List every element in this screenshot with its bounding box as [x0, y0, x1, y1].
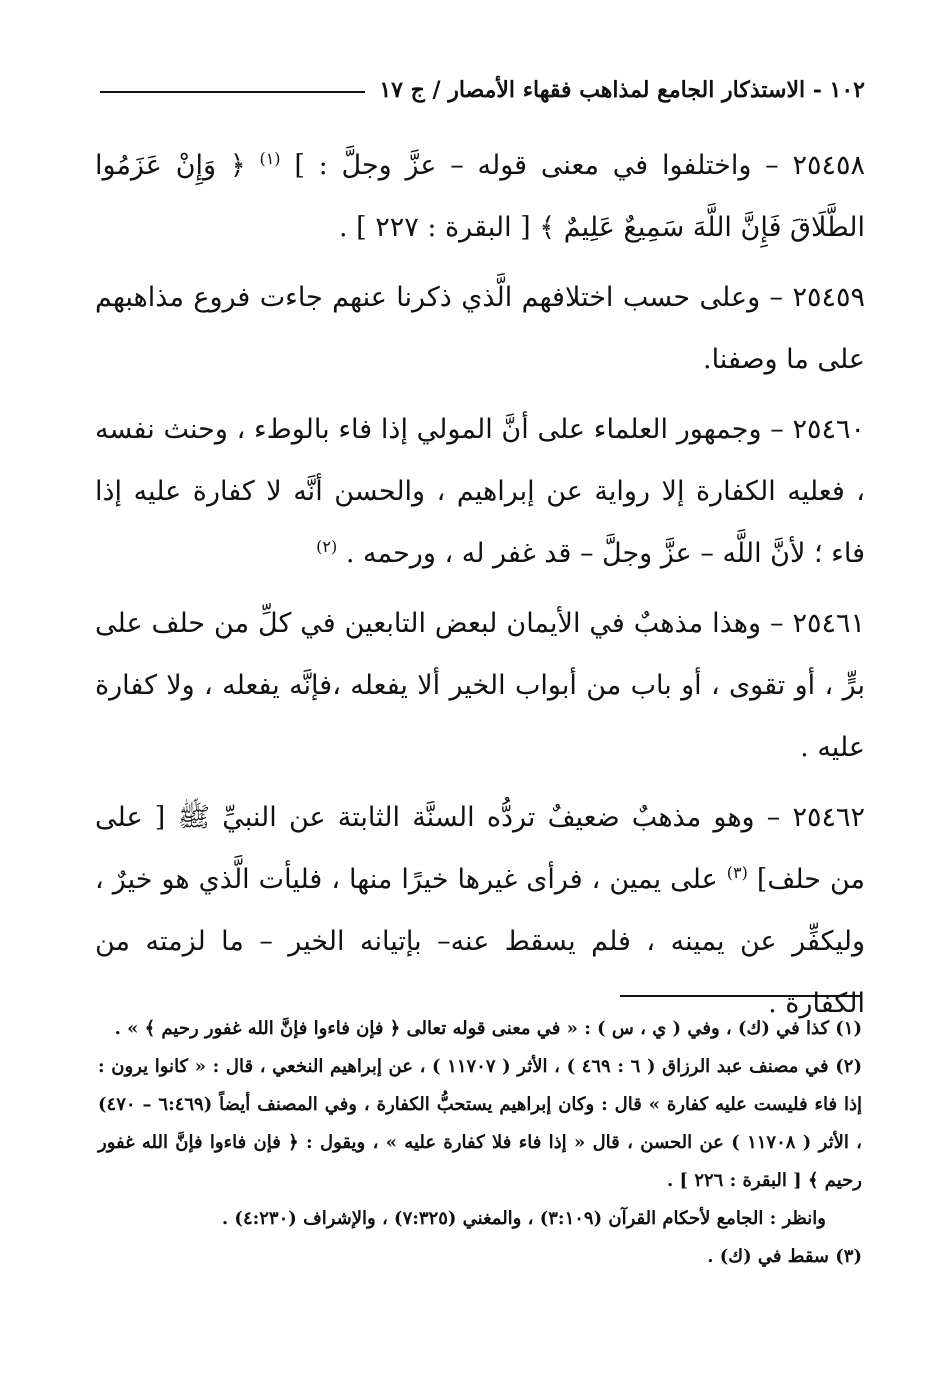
paragraph-number: ٢٥٤٥٩	[792, 282, 865, 313]
paragraph-text-cont: على يمين ، فرأى غيرها خيرًا منها ، فليأت الَّذي هو خيرٌ ، وليكفِّر عن يمينه ، فلم يسقط عنه– بإتيانه الخير – ما لزمته من الكفارة .	[95, 864, 865, 1019]
running-header	[100, 70, 865, 110]
footnote-ref-1: (١)	[259, 149, 281, 168]
footnote-3: (٣) سقط في (ك) .	[707, 1246, 862, 1267]
paragraph-number: ٢٥٤٥٨	[792, 150, 865, 181]
footnotes	[98, 1010, 862, 1276]
paragraph-25458	[95, 135, 865, 259]
paragraph-text: – وعلى حسب اختلافهم الَّذي ذكرنا عنهم جاءت فروع مذاهبهم على ما وصفنا.	[95, 282, 865, 375]
paragraph-25461	[95, 593, 865, 779]
footnote-2: (٢) في مصنف عبد الرزاق ( ٦ : ٤٦٩ ) ، الأثر ( ١١٧٠٧ ) ، عن إبراهيم النخعي ، قال : « كانوا يرون : إذا فاء فليست عليه كفارة » قال : وكان إبراهيم يستحبُّ الكفارة ، وفي المصنف أيضاً (٦:٤٦٩ – ٤٧٠) ، الأثر ( ١١٧٠٨ ) عن الحسن ، قال « إذا فاء فلا كفارة عليه » ، ويقول : ﴿ فإن فاءوا فإنَّ الله غفور رحيم ﴾ [ البقرة : ٢٢٦ ] .	[98, 1056, 862, 1191]
paragraph-text: – وهذا مذهبٌ في الأيمان لبعض التابعين في كلِّ من حلف على برٍّ ، أو تقوى ، أو باب من أبواب الخير ألا يفعله ،فإنَّه يفعله ، ولا كفارة عليه .	[95, 608, 865, 763]
paragraph-number: ٢٥٤٦١	[792, 608, 865, 639]
footnote-ref-3: (٣)	[726, 863, 748, 882]
main-text	[95, 135, 865, 1043]
paragraph-25462	[95, 787, 865, 1035]
footnote-1: (١) كذا في (ك) ، وفي ( ي ، س ) : « في معنى قوله تعالى ﴿ فإن فاءوا فإنَّ الله غفور رحيم ﴾ » .	[114, 1018, 862, 1039]
header-rule	[100, 91, 365, 93]
paragraph-number: ٢٥٤٦٠	[792, 414, 865, 445]
paragraph-text: – وجمهور العلماء على أنَّ المولي إذا فاء بالوطء ، وحنث نفسه ، فعليه الكفارة إلا رواية عن إبراهيم ، والحسن أنَّه لا كفارة عليه إذا فاء ؛ لأنَّ اللَّه – عزَّ وجلَّ – قد غفر له ، ورحمه .	[95, 414, 865, 569]
paragraph-number: ٢٥٤٦٢	[792, 802, 865, 833]
paragraph-25459	[95, 267, 865, 391]
paragraph-text: – وهو مذهبٌ ضعيفٌ تردُّه السنَّة الثابتة عن النبيِّ ﷺ [ على من حلف]	[95, 802, 865, 895]
paragraph-25460	[95, 399, 865, 585]
paragraph-text: – واختلفوا في معنى قوله – عزَّ وجلَّ : ]	[294, 150, 779, 181]
footnote-ref-2: (٢)	[316, 537, 338, 556]
paragraph-text-cont: ﴿ وَإِنْ عَزَمُوا الطَّلَاقَ فَإِنَّ اللَّهَ سَمِيعٌ عَلِيمٌ ﴾ [ البقرة : ٢٢٧ ] .	[95, 150, 865, 243]
header-title: ١٠٢ - الاستذكار الجامع لمذاهب فقهاء الأمصار / ج ١٧	[379, 77, 865, 103]
footnote-separator	[620, 995, 860, 997]
footnote-2-continuation: وانظر : الجامع لأحكام القرآن (٣:١٠٩) ، والمغني (٧:٣٢٥) ، والإشراف (٤:٢٣٠) .	[221, 1208, 826, 1229]
